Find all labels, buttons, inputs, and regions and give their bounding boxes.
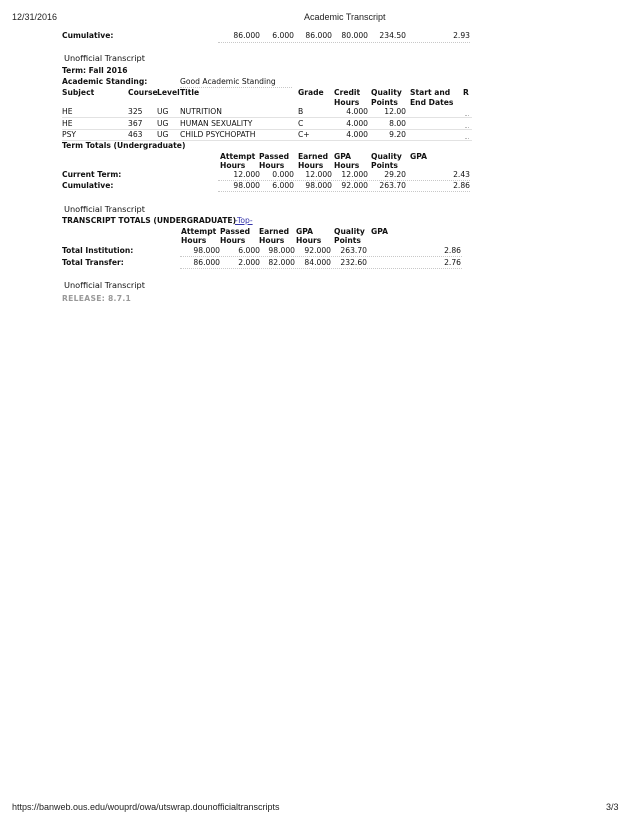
course-credit: 4.000 (346, 130, 368, 139)
col-quality-2: Points (371, 161, 398, 170)
col-gpa: GPA (410, 152, 427, 161)
transcript-totals-title: TRANSCRIPT TOTALS (UNDERGRADUATE) (62, 216, 237, 225)
col-credit-hours-1: Credit (334, 88, 361, 97)
unofficial-transcript-label: Unofficial Transcript (64, 53, 145, 63)
term-cum-gpa-hours: 92.000 (341, 181, 368, 190)
top-cum-earned: 86.000 (305, 31, 332, 40)
inst-gpa: 2.86 (444, 246, 461, 255)
term-cum-quality: 263.70 (379, 181, 406, 190)
top-cumulative-underline (218, 42, 470, 43)
top-cum-attempt: 86.000 (233, 31, 260, 40)
col-attempt-1: Attempt (220, 152, 256, 161)
current-quality: 29.20 (384, 170, 406, 179)
col-dates-2: End Dates (410, 98, 454, 107)
col-quality-points-1: Quality (371, 88, 402, 97)
course-quality: 9.20 (389, 130, 406, 139)
term-cum-earned: 98.000 (305, 181, 332, 190)
course-grade: C (298, 119, 304, 128)
top-cum-quality: 234.50 (379, 31, 406, 40)
course-subject: HE (62, 119, 73, 128)
col-earned-2: Hours (259, 236, 285, 245)
col-course: Course (128, 88, 158, 97)
course-level: UG (157, 119, 169, 128)
term-totals-label: Term Totals (Undergraduate) (62, 141, 186, 150)
course-credit: 4.000 (346, 107, 368, 116)
col-gpa: GPA (371, 227, 388, 236)
term-cum-gpa: 2.86 (453, 181, 470, 190)
col-quality-points-2: Points (371, 98, 398, 107)
top-cum-gpa: 2.93 (453, 31, 470, 40)
current-gpa: 2.43 (453, 170, 470, 179)
top-cumulative-label: Cumulative: (62, 31, 114, 40)
current-gpa-hours: 12.000 (341, 170, 368, 179)
row-divider (62, 129, 472, 130)
transfer-passed: 2.000 (238, 258, 260, 267)
current-earned: 12.000 (305, 170, 332, 179)
course-subject: HE (62, 107, 73, 116)
transfer-underline (180, 268, 462, 269)
col-attempt-2: Hours (181, 236, 207, 245)
course-number: 463 (128, 130, 143, 139)
course-quality: 12.00 (384, 107, 406, 116)
print-page-number: 3/3 (606, 802, 619, 812)
col-gpa-hours-1: GPA (334, 152, 351, 161)
total-institution-label: Total Institution: (62, 246, 134, 255)
release-label: RELEASE: 8.7.1 (62, 294, 132, 303)
col-grade: Grade (298, 88, 324, 97)
transfer-earned: 82.000 (268, 258, 295, 267)
top-link[interactable]: -Top- (235, 216, 253, 225)
inst-attempt: 98.000 (193, 246, 220, 255)
col-subject: Subject (62, 88, 95, 97)
top-cum-passed: 6.000 (272, 31, 294, 40)
col-earned-1: Earned (298, 152, 329, 161)
course-title: CHILD PSYCHOPATH (180, 130, 256, 139)
col-quality-2: Points (334, 236, 361, 245)
row-mark (465, 115, 469, 116)
term-cumulative-label: Cumulative: (62, 181, 114, 190)
course-grade: B (298, 107, 304, 116)
term-label: Term: Fall 2016 (62, 66, 128, 75)
current-passed: 0.000 (272, 170, 294, 179)
academic-standing-label: Academic Standing: (62, 77, 148, 86)
col-passed-2: Hours (259, 161, 285, 170)
current-term-label: Current Term: (62, 170, 122, 179)
col-gpa-hours-2: Hours (296, 236, 322, 245)
top-cum-gpa-hours: 80.000 (341, 31, 368, 40)
print-title: Academic Transcript (304, 12, 386, 22)
col-gpa-hours-1: GPA (296, 227, 313, 236)
course-number: 325 (128, 107, 143, 116)
transfer-attempt: 86.000 (193, 258, 220, 267)
transfer-quality: 232.60 (340, 258, 367, 267)
course-number: 367 (128, 119, 143, 128)
course-subject: PSY (62, 130, 77, 139)
course-credit: 4.000 (346, 119, 368, 128)
current-attempt: 12.000 (233, 170, 260, 179)
print-date: 12/31/2016 (12, 12, 58, 22)
unofficial-transcript-label: Unofficial Transcript (64, 204, 145, 214)
institution-underline (180, 256, 462, 257)
col-r: R (463, 88, 469, 97)
course-grade: C+ (298, 130, 310, 139)
inst-quality: 263.70 (340, 246, 367, 255)
col-earned-1: Earned (259, 227, 290, 236)
col-gpa-hours-2: Hours (334, 161, 360, 170)
total-transfer-label: Total Transfer: (62, 258, 124, 267)
term-cumulative-underline (218, 191, 470, 192)
row-divider (62, 117, 472, 118)
col-earned-2: Hours (298, 161, 324, 170)
col-passed-1: Passed (259, 152, 290, 161)
course-level: UG (157, 130, 169, 139)
col-quality-1: Quality (371, 152, 402, 161)
col-passed-1: Passed (220, 227, 251, 236)
print-url: https://banweb.ous.edu/wouprd/owa/utswrap.dounofficialtranscripts (12, 802, 280, 812)
col-passed-2: Hours (220, 236, 246, 245)
course-level: UG (157, 107, 169, 116)
term-cum-passed: 6.000 (272, 181, 294, 190)
transfer-gpa-hours: 84.000 (304, 258, 331, 267)
term-cum-attempt: 98.000 (233, 181, 260, 190)
row-mark (465, 138, 469, 139)
col-attempt-2: Hours (220, 161, 246, 170)
course-title: HUMAN SEXUALITY (180, 119, 253, 128)
inst-gpa-hours: 92.000 (304, 246, 331, 255)
transfer-gpa: 2.76 (444, 258, 461, 267)
col-dates-1: Start and (410, 88, 451, 97)
row-mark (465, 127, 469, 128)
unofficial-transcript-label: Unofficial Transcript (64, 280, 145, 290)
col-credit-hours-2: Hours (334, 98, 360, 107)
course-quality: 8.00 (389, 119, 406, 128)
col-quality-1: Quality (334, 227, 365, 236)
col-level: Level (157, 88, 180, 97)
col-title: Title (180, 88, 200, 97)
col-attempt-1: Attempt (181, 227, 217, 236)
course-title: NUTRITION (180, 107, 222, 116)
academic-standing-value: Good Academic Standing (180, 77, 276, 86)
inst-earned: 98.000 (268, 246, 295, 255)
inst-passed: 6.000 (238, 246, 260, 255)
